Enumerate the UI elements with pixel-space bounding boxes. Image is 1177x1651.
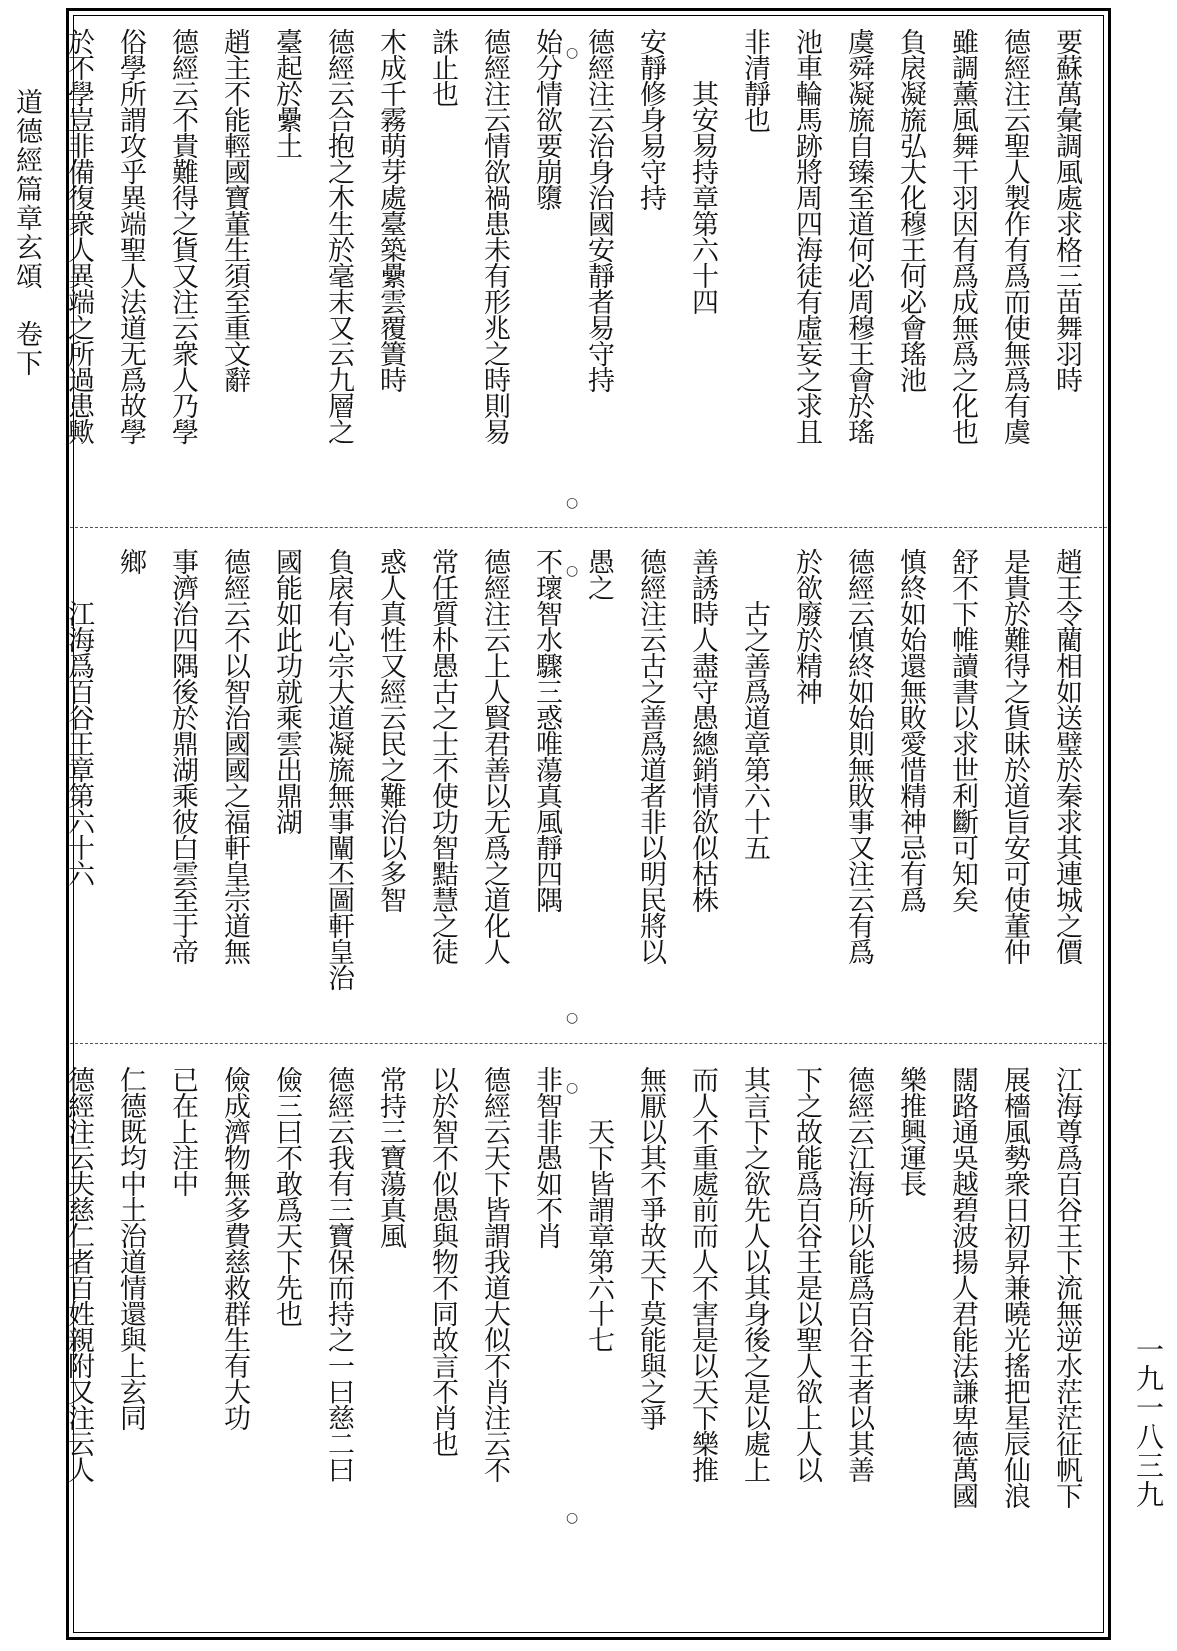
text-column: 天下皆謂章第六十七 xyxy=(583,1066,614,1352)
column-group xyxy=(52,1066,1092,1556)
text-column: 無厭以其不爭故天下莫能與之爭 xyxy=(635,1066,666,1430)
margin-book-title: 道德經篇章玄頌 卷下 xyxy=(11,88,42,378)
text-column: 樂推興運長 xyxy=(895,1066,926,1196)
text-column: 展檣風勢衆日初昇兼曉光搖把星辰仙浪 xyxy=(999,1066,1030,1508)
circle-mark: ○ xyxy=(566,563,579,579)
text-column: 德經云慎終如始則無敗事又注云有爲 xyxy=(843,548,874,964)
text-column: 安靜修身易守持 xyxy=(635,28,666,210)
text-column: 趙王令藺相如送璧於秦求其連城之價 xyxy=(1051,548,1082,964)
text-column: 木成千霧萌芽處臺築纍雲覆簀時 xyxy=(375,28,406,392)
text-panel-middle xyxy=(63,548,1092,1038)
text-column: 仁德既均中土治道情還與上玄同 xyxy=(115,1066,146,1430)
text-column: 雖調薰風舞干羽因有爲成無爲之化也 xyxy=(947,28,978,444)
circle-mark: ○ xyxy=(566,45,579,61)
text-column: 愚之 xyxy=(583,548,614,600)
text-column: 古之善爲道章第六十五 xyxy=(739,548,770,860)
text-column: 下之故能爲百谷王是以聖人欲上人以 xyxy=(791,1066,822,1482)
text-column: 鄉 xyxy=(115,548,146,574)
text-column: 非智非愚如不肖 xyxy=(531,1066,562,1248)
text-column: 俗學所謂攻乎異端聖人法道无爲故學 xyxy=(115,28,146,444)
circle-mark: ○ xyxy=(566,1510,579,1526)
text-column: 於不學豈非備復衆人異端之所過患歟 xyxy=(63,28,94,444)
text-column: 慎終如始還無敗愛惜精神忌有爲 xyxy=(895,548,926,912)
text-column: 儉三曰不敢爲天下先也 xyxy=(271,1066,302,1326)
text-column: 臺起於纍土 xyxy=(271,28,302,158)
text-column: 德經注云聖人製作有爲而使無爲有虞 xyxy=(999,28,1030,444)
text-column: 以於智不似愚與物不同故言不肖也 xyxy=(427,1066,458,1456)
text-column: 趙主不能輕國寶董生須至重文辭 xyxy=(219,28,250,392)
text-column: 江海尊爲百谷王下流無逆水茫茫征帆下 xyxy=(1051,1066,1082,1508)
text-column: 德經注云治身治國安靜者易守持 xyxy=(583,28,614,392)
circle-mark: ○ xyxy=(566,1080,579,1096)
text-column: 德經注云上人賢君善以无爲之道化人 xyxy=(479,548,510,964)
text-column: 德經云天下皆謂我道大似不肖注云不 xyxy=(479,1066,510,1482)
text-column: 惑人真性又經云民之難治以多智 xyxy=(375,548,406,912)
text-column: 江海爲百谷王章第六十六 xyxy=(63,548,94,886)
text-column: 德經注云夫慈仁者百姓親附又注云人 xyxy=(63,1066,94,1482)
column-group xyxy=(52,548,1092,1038)
text-column: 負扆凝旒弘大化穆王何必會瑤池 xyxy=(895,28,926,392)
text-column: 池車輪馬跡將周四海徒有虛妄之求且 xyxy=(791,28,822,444)
circle-mark: ○ xyxy=(566,495,579,511)
text-column: 負扆有心宗大道凝旒無事闡丕圖軒皇治 xyxy=(323,548,354,990)
text-column: 常任質朴愚古之士不使功智黠慧之徒 xyxy=(427,548,458,964)
margin-page-number: 一九一八三九 xyxy=(1132,1335,1165,1509)
circle-mark: ○ xyxy=(566,1010,579,1026)
text-column: 誅止也 xyxy=(427,28,458,106)
text-column: 於欲廢於精神 xyxy=(791,548,822,704)
text-column: 善誘時人盡守愚總銷情欲似枯株 xyxy=(687,548,718,912)
text-panel-bottom xyxy=(63,1066,1092,1556)
text-column: 德經云合抱之木生於毫末又云九層之 xyxy=(323,28,354,444)
text-column: 國能如此功就乘雲出鼎湖 xyxy=(271,548,302,834)
text-column: 是貴於難得之貨昧於道旨安可使董仲 xyxy=(999,548,1030,964)
text-column: 德經注云情欲禍患未有形兆之時則易 xyxy=(479,28,510,444)
text-column: 其言下之欲先人以其身後之是以處上 xyxy=(739,1066,770,1482)
text-column: 要蘇萬彙調風處求格三苗舞羽時 xyxy=(1051,28,1082,392)
text-column: 德經云我有三寶保而持之一曰慈二曰 xyxy=(323,1066,354,1482)
text-column: 虞舜凝旒自臻至道何必周穆王會於瑤 xyxy=(843,28,874,444)
text-column: 而人不重處前而人不害是以天下樂推 xyxy=(687,1066,718,1482)
text-column: 事濟治四隅後於鼎湖乘彼白雲至于帝 xyxy=(167,548,198,964)
text-column: 德經注云古之善爲道者非以明民將以 xyxy=(635,548,666,964)
text-column: 德經云江海所以能爲百谷王者以其善 xyxy=(843,1066,874,1482)
text-column: 德經云不貴難得之貨又注云衆人乃學 xyxy=(167,28,198,444)
text-column: 不瓌智水驟三惑唯蕩真風靜四隅 xyxy=(531,548,562,912)
text-column: 已在上注中 xyxy=(167,1066,198,1196)
text-column: 其安易持章第六十四 xyxy=(687,28,718,314)
panel-divider-1 xyxy=(70,527,1107,528)
text-panel-top xyxy=(63,28,1092,518)
text-column: 非清靜也 xyxy=(739,28,770,132)
text-column: 常持三寶蕩真風 xyxy=(375,1066,406,1248)
text-column: 舒不下帷讀書以求世利斷可知矣 xyxy=(947,548,978,912)
text-column: 始分情欲要崩隳 xyxy=(531,28,562,210)
column-group xyxy=(52,28,1092,518)
text-column: 德經云不以智治國國之福軒皇宗道無 xyxy=(219,548,250,964)
text-column: 儉成濟物無多費慈救群生有大功 xyxy=(219,1066,250,1430)
panel-divider-2 xyxy=(70,1043,1107,1044)
text-column: 闊路通吳越碧波揚人君能法謙卑德萬國 xyxy=(947,1066,978,1508)
